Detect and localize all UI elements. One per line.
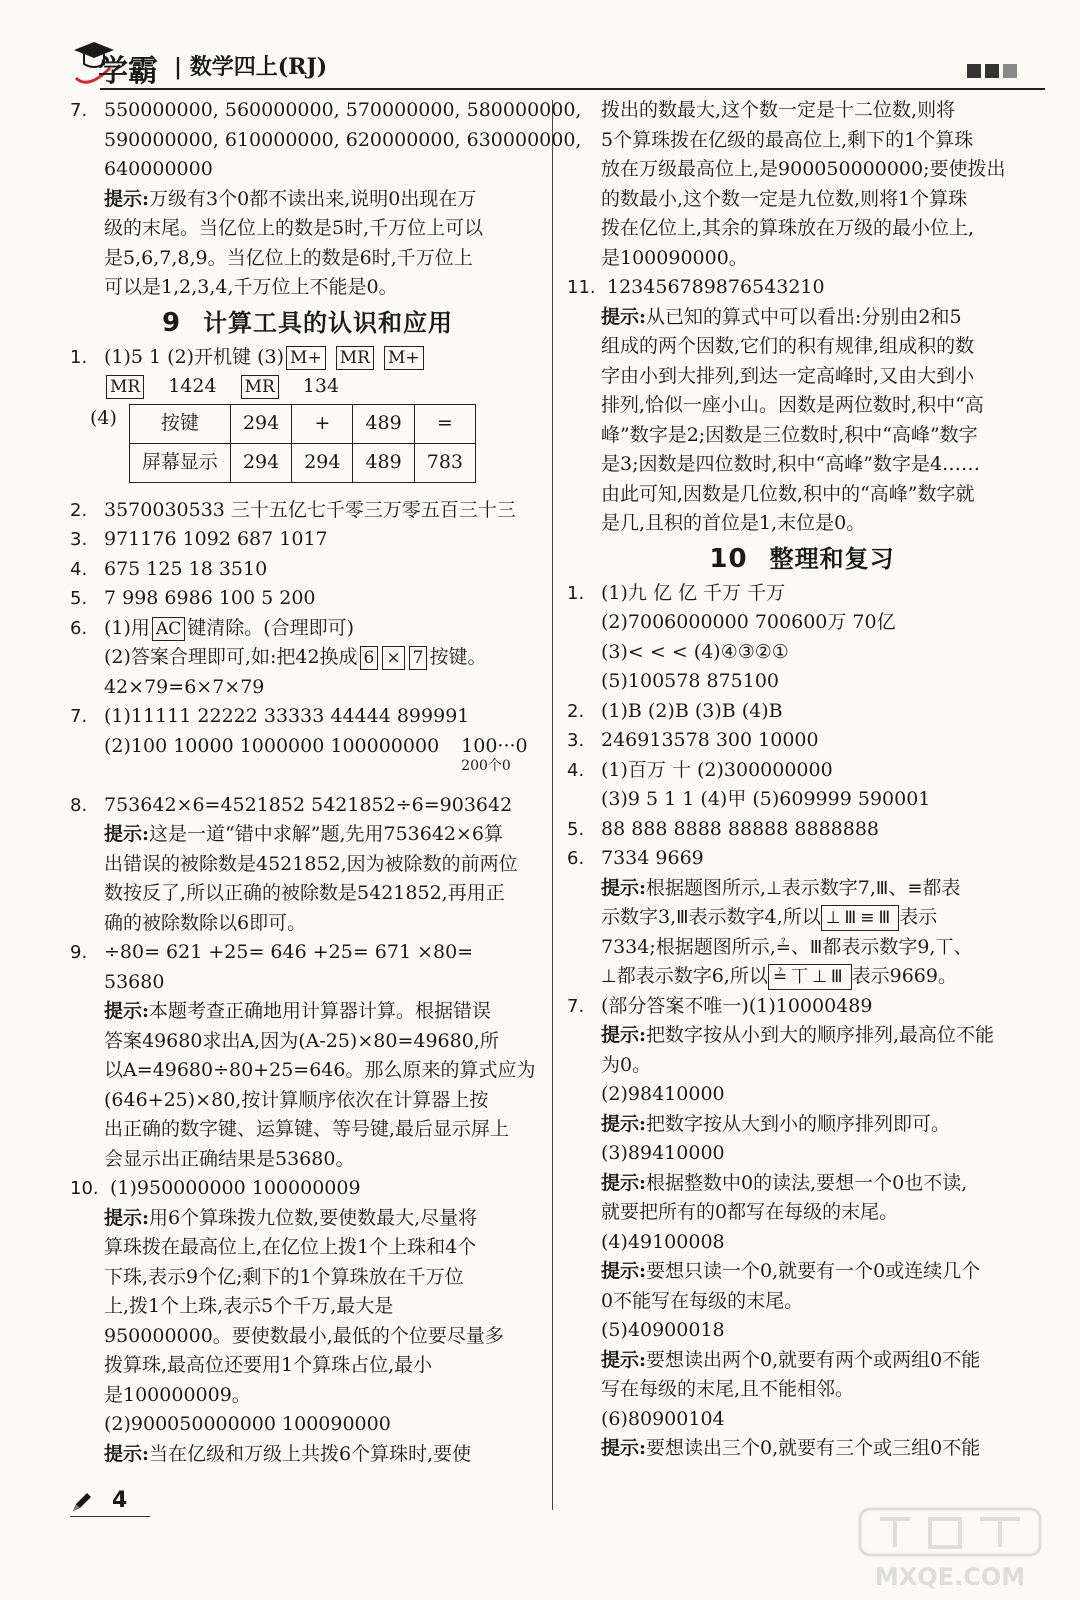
answer-line: (3)89410000 <box>601 1142 725 1164</box>
answer-text: ÷80= 621 +25= 646 +25= 671 ×80= <box>104 941 474 963</box>
answer-text: (1)11111 22222 33333 44444 899991 <box>104 705 470 727</box>
hint-text: 都表示数字9, <box>822 935 936 958</box>
header-squares <box>967 64 1017 78</box>
brand-name: 学霸 <box>98 54 158 89</box>
answer-item <box>567 756 1037 786</box>
item-number: 8. <box>70 794 88 816</box>
hint-label: 提示: <box>104 187 150 210</box>
answer-item <box>70 938 545 968</box>
answer-item <box>70 1174 545 1204</box>
answer-item <box>70 555 545 585</box>
hint-text: 把数字按从小到大的顺序排列,最高位不能 <box>646 1024 995 1046</box>
answer-line: 为0。 <box>601 1053 652 1076</box>
answer-line: 是3;因数是四位数时,积中“高峰”数字是4…… <box>601 453 981 475</box>
answer-text: 3570030533 三十五亿七千零三万零五百三十三 <box>104 498 516 521</box>
answer-line: 排列,恰似一座小山。因数是两位数时,积中“高 <box>601 394 984 416</box>
keystroke-table <box>129 404 476 483</box>
item-number: 5. <box>567 818 585 840</box>
left-column <box>70 96 582 1469</box>
answer-line: (3)9 5 1 1 (4)甲 (5)609999 590001 <box>601 788 931 810</box>
answer-line: 数按反了,所以正确的被除数是5421852,再用正 <box>104 882 505 904</box>
hint-text: 都表 <box>922 876 961 899</box>
hint-line <box>70 820 545 850</box>
hint-text: 表示数字7, <box>781 876 876 899</box>
answer-line: 950000000。要使数最小,最低的个位要尽量多 <box>104 1324 504 1347</box>
brace-label: 200个0 <box>461 757 511 774</box>
answer-text: (1)5 1 (2)开机键 (3) <box>104 345 285 368</box>
brace-value: 100···0 <box>461 734 528 757</box>
answer-line: 放在万级最高位上,是900050000000;要使拨出 <box>601 158 1006 180</box>
hint-label: 提示: <box>601 1024 647 1046</box>
hint-text: 示数字3, <box>601 906 677 928</box>
answer-line: 出错误的被除数是4521852,因为被除数的前两位 <box>104 852 518 875</box>
answer-item <box>70 525 545 555</box>
answer-text: 7 998 6986 100 5 200 <box>104 587 316 609</box>
answer-line: (4)49100008 <box>601 1230 725 1253</box>
item-number: 2. <box>567 700 585 722</box>
answer-text: (1)用 <box>104 616 150 639</box>
hint-label: 提示: <box>104 823 150 845</box>
answer-line: (646+25)×80,按计算顺序依次在计算器上按 <box>104 1088 489 1111</box>
answer-line: 由此可知,因数是几位数,积中的“高峰”数字就 <box>601 482 975 505</box>
answer-text: 246913578 300 10000 <box>601 729 819 751</box>
section-number: 9 <box>161 307 182 338</box>
answer-line: 是5,6,7,8,9。当亿位上的数是6时,千万位上 <box>104 246 473 269</box>
answer-line: 字由小到大排列,到达一定高峰时,又由大到小 <box>601 364 975 387</box>
hint-label: 提示: <box>104 1206 150 1229</box>
hint-text: 表示 <box>899 906 938 928</box>
item-number: 10. <box>70 1178 99 1199</box>
table-cell: 294 <box>292 443 353 482</box>
hint-text: 表示数字4,所以 <box>688 906 821 928</box>
header-rule <box>100 88 1045 90</box>
calculator-key: 7 <box>409 646 428 670</box>
table-cell: 屏幕显示 <box>129 443 230 482</box>
hint-label: 提示: <box>104 1000 150 1022</box>
answer-line: 下珠,表示9个亿;剩下的1个算珠放在千万位 <box>104 1265 464 1288</box>
hint-text: 表示9669。 <box>851 965 957 987</box>
answer-line: 5个算珠拨在亿级的最高位上,剩下的1个算珠 <box>601 128 974 151</box>
hint-line <box>567 1257 1037 1287</box>
answer-line <box>70 732 545 774</box>
hint-line <box>567 1110 1037 1140</box>
answer-item <box>567 726 1037 756</box>
answer-text: (1)950000000 100000009 <box>110 1177 361 1199</box>
answer-item <box>567 992 1037 1022</box>
answer-line: 拨在亿位上,其余的算珠放在万级的最小位上, <box>601 217 975 239</box>
hint-line <box>567 903 1037 933</box>
item-number: 1. <box>70 346 88 368</box>
hint-line <box>567 303 1037 333</box>
answer-item <box>70 343 545 373</box>
answer-line: 是几,且积的首位是1,末位是0。 <box>601 512 866 534</box>
answer-text: (1)B (2)B (3)B (4)B <box>601 699 783 722</box>
answer-text: (2)答案合理即可,如:把42换成 <box>104 646 358 668</box>
item-number: 3. <box>567 730 585 751</box>
answer-text: (1)百万 十 (2)300000000 <box>601 758 833 781</box>
hint-line <box>567 1021 1037 1051</box>
item-number: 7. <box>567 995 585 1017</box>
answer-item <box>567 697 1037 727</box>
hint-line <box>70 185 545 215</box>
answer-item <box>70 791 545 821</box>
answer-item <box>567 844 1037 874</box>
hint-text: 从已知的算式中可以看出:分别由2和5 <box>646 305 962 328</box>
answer-line: 确的被除数除以6即可。 <box>104 911 307 934</box>
item-number: 6. <box>567 848 585 869</box>
hint-line <box>567 1346 1037 1376</box>
hint-text: 本题考查正确地用计算器计算。根据错误 <box>149 1000 492 1022</box>
answer-item <box>70 614 545 644</box>
item-number: 5. <box>70 588 88 609</box>
rod-numeral-glyph: 丅 <box>935 936 954 958</box>
hint-text: 、 <box>790 935 810 958</box>
item-number: 4. <box>70 558 88 580</box>
answer-text: (1)九 亿 亿 千万 千万 <box>601 581 786 604</box>
hint-label: 提示: <box>601 876 647 899</box>
table-cell: 294 <box>230 443 291 482</box>
answer-item <box>70 496 545 526</box>
answer-line: 拨算珠,最高位还要用1个算珠占位,最小 <box>104 1354 433 1376</box>
calculator-key: AC <box>152 617 185 641</box>
answer-line: 会显示出正确结果是53680。 <box>104 1147 355 1170</box>
answer-text: 按键。 <box>429 646 487 668</box>
answer-line: 0不能写在每级的末尾。 <box>601 1289 804 1312</box>
pencil-icon <box>70 1490 94 1514</box>
footer-rule <box>70 1516 150 1517</box>
answer-line <box>70 372 545 402</box>
answer-line: 上,拨1个上珠,表示5个千万,最大是 <box>104 1295 394 1317</box>
item-number: 9. <box>70 942 88 963</box>
item-number: 3. <box>70 529 88 550</box>
answer-line: 级的末尾。当亿位上的数是5时,千万位上可以 <box>104 217 484 239</box>
answer-text: 123456789876543210 <box>607 276 825 298</box>
hint-line <box>70 1204 545 1234</box>
hint-line <box>567 933 1037 963</box>
page-number: 4 <box>112 1488 128 1513</box>
answer-line: 出正确的数字键、运算键、等号键,最后显示屏上 <box>104 1118 510 1140</box>
table-cell: 489 <box>353 443 414 482</box>
hint-text: 都表示数字6,所以 <box>616 965 768 987</box>
hint-text: 、 <box>888 876 908 899</box>
item-number: 2. <box>70 499 88 521</box>
answer-line: (3)< < < (4)④③②① <box>601 640 789 663</box>
hint-text: 、 <box>953 935 973 958</box>
answer-line: 的数最小,这个数一定是九位数,则将1个算珠 <box>601 187 968 210</box>
rod-numeral-glyph: Ⅲ <box>809 936 823 958</box>
answer-line: 640000000 <box>104 158 213 180</box>
answer-line: (5)100578 875100 <box>601 670 780 692</box>
hint-text: 根据题图所示, <box>646 876 767 899</box>
answer-line: (5)40900018 <box>601 1319 725 1341</box>
answer-line: 是100090000。 <box>601 246 748 269</box>
answer-line: (6)80900104 <box>601 1407 725 1430</box>
answer-item <box>70 96 582 126</box>
answer-line: 就要把所有的0都写在每级的末尾。 <box>601 1201 899 1223</box>
answer-text: 88 888 8888 88888 8888888 <box>601 817 880 840</box>
rod-numeral-glyph: Ⅲ <box>875 877 889 899</box>
section-number: 10 <box>709 543 748 574</box>
answer-item <box>70 702 545 732</box>
hint-text: 万级有3个0都不读出来,说明0出现在万 <box>149 187 477 210</box>
section-heading <box>70 303 545 343</box>
answer-line: 答案49680求出A,因为(A-25)×80=49680,所 <box>104 1029 499 1052</box>
answer-item <box>567 579 1037 609</box>
answer-line: 拨出的数最大,这个数一定是十二位数,则将 <box>601 99 956 121</box>
calculator-key: × <box>382 646 404 670</box>
rod-numeral-box: ⊥Ⅲ≡Ⅲ <box>821 905 900 931</box>
hint-line <box>567 962 1037 992</box>
hint-text: 用6个算珠拨九位数,要使数最大,尽量将 <box>149 1206 478 1229</box>
calculator-key: M+ <box>384 346 424 370</box>
answer-text: 550000000, 560000000, 570000000, 580000000, <box>104 99 582 121</box>
hint-line <box>70 997 545 1027</box>
hint-text: 这是一道“错中求解”题,先用753642×6算 <box>149 823 504 845</box>
hint-label: 提示: <box>104 1442 150 1465</box>
hint-text: 把数字按从大到小的顺序排列即可。 <box>646 1112 951 1135</box>
hint-line <box>567 1434 1037 1464</box>
calculator-key: MR <box>241 375 279 399</box>
answer-item <box>567 815 1037 845</box>
hint-line <box>567 1169 1037 1199</box>
hint-label: 提示: <box>601 1260 647 1282</box>
rod-numeral-box: ≟丅⊥Ⅲ <box>768 964 852 990</box>
rod-numeral-glyph: ⊥ <box>601 966 617 987</box>
answer-item <box>70 584 545 614</box>
brace-number <box>461 732 528 774</box>
answer-line: (2)7006000000 700600万 70亿 <box>601 611 896 633</box>
answer-line: 算珠拨在最高位上,在亿位上拨1个上珠和4个 <box>104 1236 477 1258</box>
table-cell: + <box>292 404 353 443</box>
rod-numeral-glyph: Ⅲ <box>676 907 689 928</box>
table-cell: 489 <box>353 404 414 443</box>
table-cell: 783 <box>414 443 475 482</box>
answer-line: 组成的两个因数,它们的积有规律,组成积的数 <box>601 335 975 357</box>
item-number: 4. <box>567 759 585 781</box>
rod-numeral-glyph: ≡ <box>907 877 923 899</box>
book-subject: | 数学四上(RJ) <box>174 54 328 80</box>
answer-value: 134 <box>302 375 340 397</box>
answer-line: 写在每级的末尾,且不能相邻。 <box>601 1378 855 1400</box>
hint-text: 根据整数中0的读法,要想一个0也不读, <box>646 1171 968 1194</box>
item-number: 11. <box>567 277 596 298</box>
answer-line: 以A=49680÷80+25=646。那么原来的算式应为 <box>104 1059 536 1081</box>
answer-line: 42×79=6×7×79 <box>104 675 265 698</box>
answer-text: 7334 9669 <box>601 847 704 869</box>
answer-text: 971176 1092 687 1017 <box>104 528 328 550</box>
hint-label: 提示: <box>601 1171 647 1194</box>
hint-line <box>70 1440 545 1470</box>
hint-label: 提示: <box>601 305 647 328</box>
calculator-key: MR <box>106 375 144 399</box>
table-block <box>70 404 545 496</box>
item-number: 6. <box>70 617 88 639</box>
answer-text: 键清除。(合理即可) <box>187 616 355 639</box>
table-cell: 294 <box>230 404 291 443</box>
hint-text: 要想读出三个0,就要有三个或三组0不能 <box>646 1437 981 1459</box>
answer-line: 590000000, 610000000, 620000000, 630000000, <box>104 128 582 151</box>
answer-line: (2)900050000000 100090000 <box>104 1413 391 1435</box>
column-divider <box>552 100 553 1510</box>
hint-text: 要想读出两个0,就要有两个或两组0不能 <box>646 1348 981 1371</box>
calculator-key: MR <box>336 346 374 370</box>
answer-item <box>567 273 1037 303</box>
answer-line: (2)98410000 <box>601 1083 725 1105</box>
item-number: 1. <box>567 582 585 604</box>
answer-line: 峰”数字是2;因数是三位数时,积中“高峰”数字 <box>601 423 978 446</box>
svg-text:MXQE.COM: MXQE.COM <box>874 1563 1026 1591</box>
section-title: 计算工具的认识和应用 <box>203 307 454 337</box>
hint-text: 7334;根据题图所示, <box>601 935 776 958</box>
hint-text: 当在亿级和万级上共拨6个算珠时,要使 <box>149 1442 472 1465</box>
calculator-key: 6 <box>360 646 379 670</box>
hint-text: 要想只读一个0,就要有一个0或连续几个 <box>646 1260 981 1282</box>
answer-line: 53680 <box>104 970 165 993</box>
answer-line: 是100000009。 <box>104 1383 251 1406</box>
table-cell: = <box>414 404 475 443</box>
item-number: 7. <box>70 100 88 121</box>
hint-line <box>567 874 1037 904</box>
watermark-logo <box>840 1505 1060 1595</box>
answer-text: 675 125 18 3510 <box>104 557 268 580</box>
rod-numeral-glyph: ≟ <box>775 936 791 958</box>
item-number: 7. <box>70 706 88 727</box>
answer-text: (部分答案不唯一)(1)10000489 <box>601 994 873 1017</box>
answer-text: (2)100 10000 1000000 100000000 <box>104 734 440 757</box>
right-column <box>567 96 1037 1464</box>
calculator-key: M+ <box>286 346 326 370</box>
table-row <box>129 443 475 482</box>
answer-value: 1424 <box>168 375 217 397</box>
section-title: 整理和复习 <box>769 543 895 573</box>
answer-line <box>70 643 545 673</box>
hint-label: 提示: <box>601 1112 647 1135</box>
answer-text: 753642×6=4521852 5421852÷6=903642 <box>104 793 513 816</box>
table-label: (4) <box>90 406 117 429</box>
table-cell: 按键 <box>129 404 230 443</box>
hint-label: 提示: <box>601 1348 647 1371</box>
hint-label: 提示: <box>601 1437 647 1459</box>
section-heading <box>567 539 1037 579</box>
answer-line: 可以是1,2,3,4,千万位上不能是0。 <box>104 276 398 298</box>
rod-numeral-glyph: ⊥ <box>766 877 782 899</box>
table-row <box>129 404 475 443</box>
